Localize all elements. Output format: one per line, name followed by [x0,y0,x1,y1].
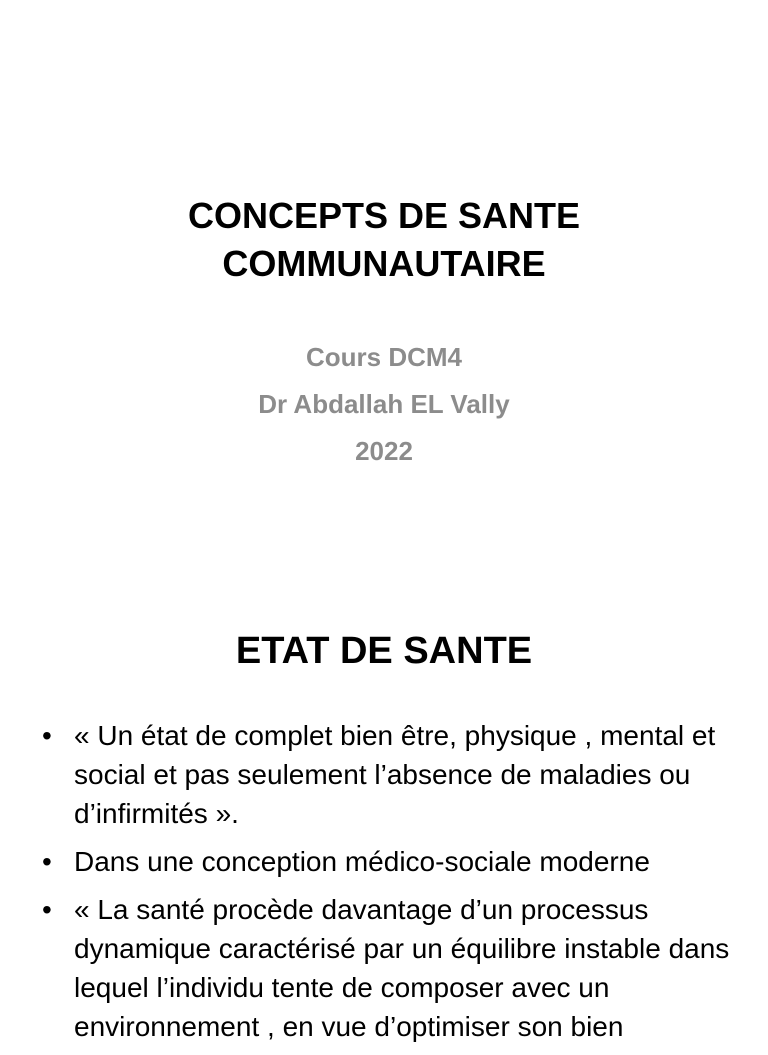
list-item [40,890,730,1046]
bullet-icon: • [42,720,52,751]
bullet-text: « La santé procède davantage d’un processus dynamique caractérisé par un équilibre instable dans lequel l’individu tente de composer avec un environnement , en vue d’optimiser son bien [74,894,730,1042]
year: 2022 [355,436,413,466]
list-item [40,842,730,881]
bullet-icon: • [42,846,52,877]
list-item [40,716,730,833]
bullet-icon: • [42,894,52,925]
course-name: Cours DCM4 [305,342,462,372]
author-name: Dr Abdallah EL Vally [258,389,510,419]
title-line-1: CONCEPTS DE SANTE [187,195,581,236]
bullet-text: « Un état de complet bien être, physique , mental et social et pas seulement l’absence de maladies ou d’infirmités ». [74,720,716,829]
bullet-list [40,716,730,1055]
title-line-2: COMMUNAUTAIRE [222,243,546,284]
presentation-subtitle [0,334,768,475]
slide-etat-de-sante [0,576,768,1042]
bullet-text: Dans une conception médico-sociale moderne [74,846,650,877]
presentation-title [0,192,768,288]
slide-title: ETAT DE SANTE [235,630,533,672]
